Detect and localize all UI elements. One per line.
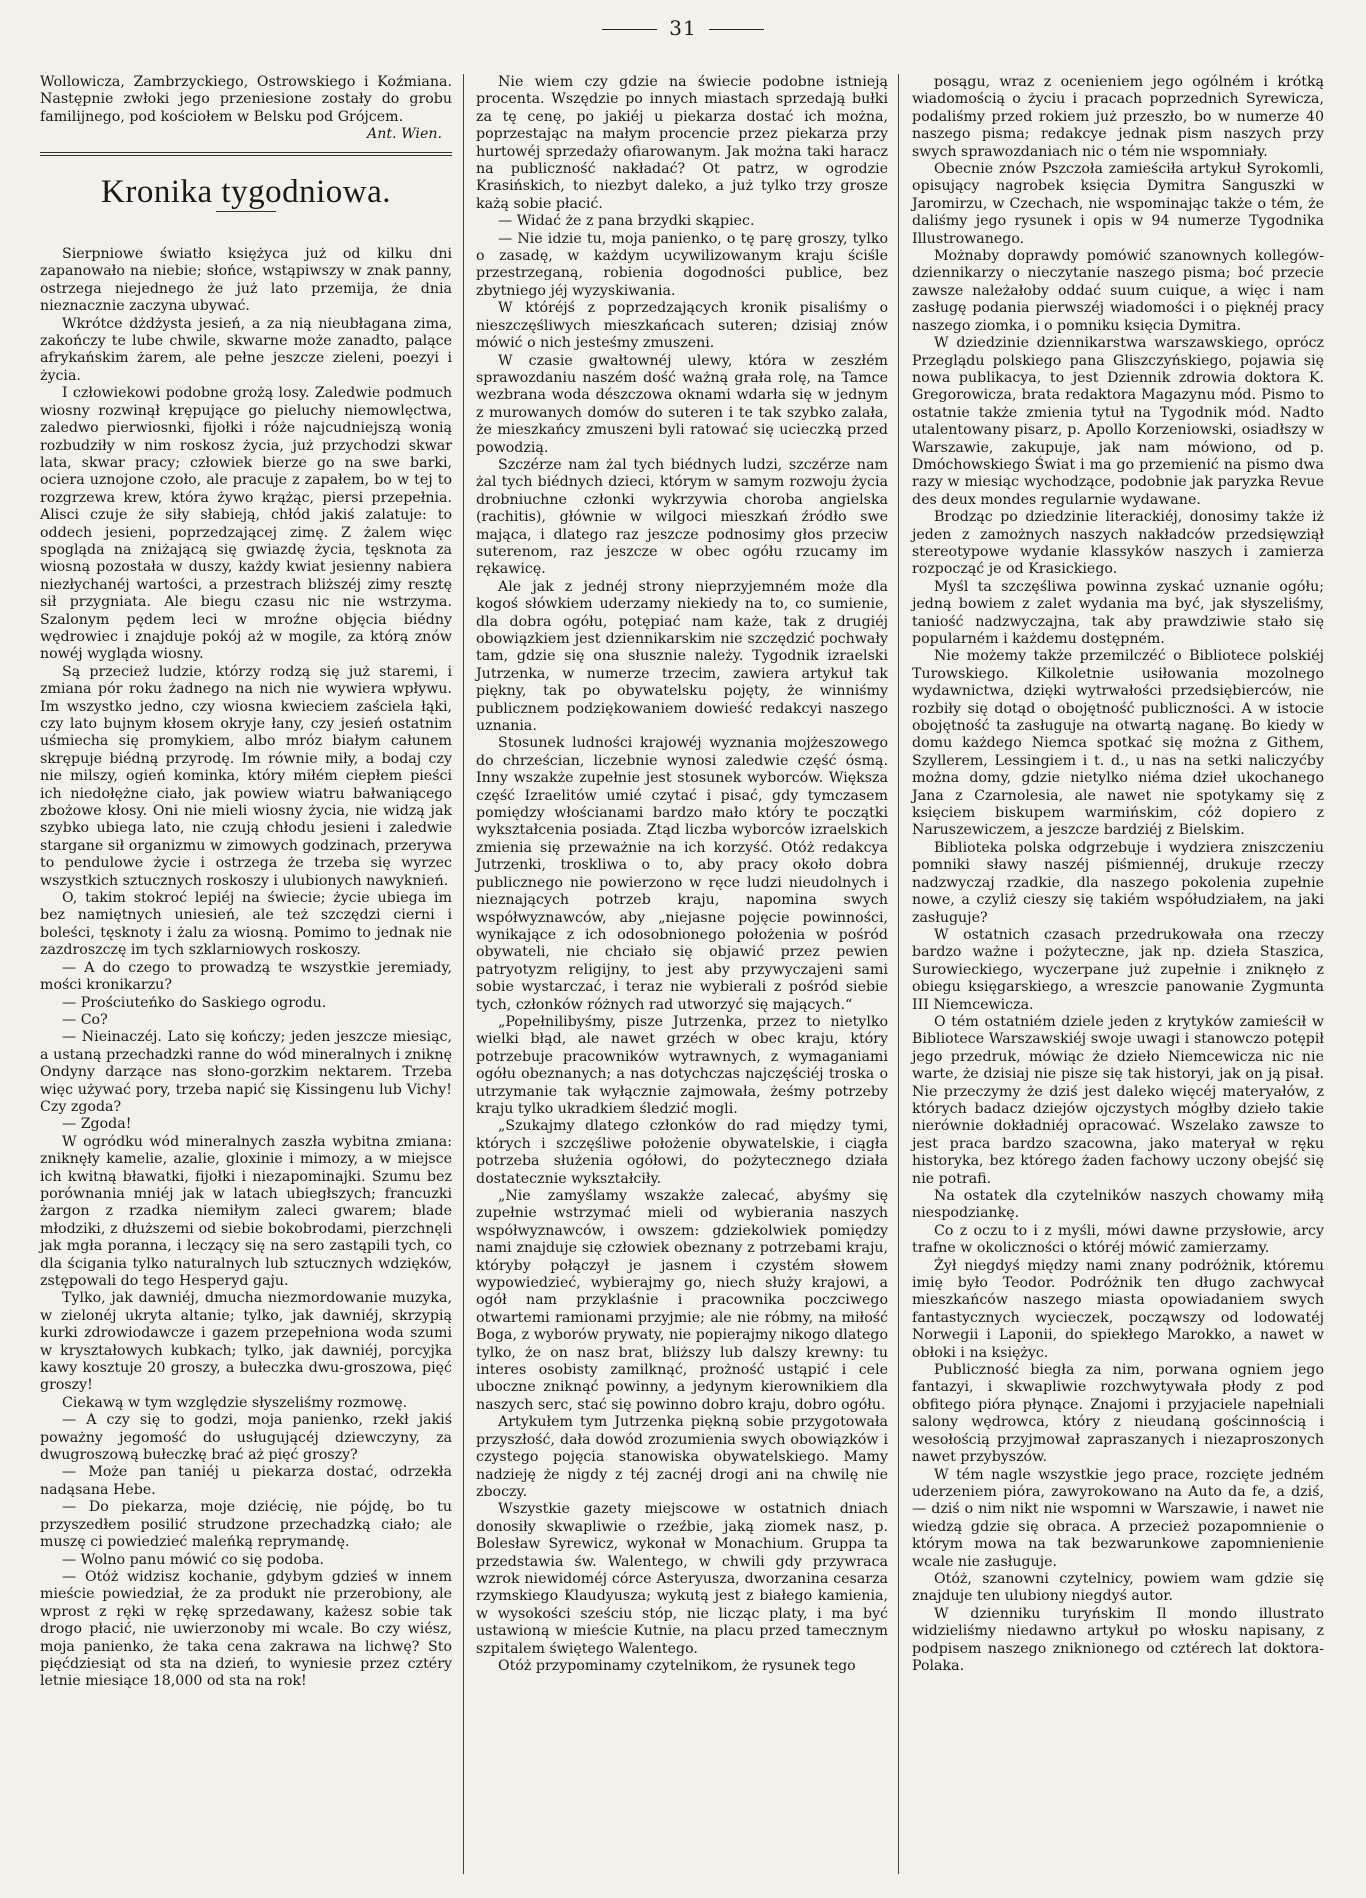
paragraph: „Nie zamyślamy wszakże zalecać, abyśmy się zupełnie wstrzymać mieli od wybierania naszych współwyznawców, i owszem: gdziekolwiek pomiędzy nami znajduje się człowiek obeznany z potrzebami kraju, któryby połączył je jasnem i czystém słowem wypowiedzieć, wybierajmy go, niech służy krajowi, a ogół nam przyklaśnie i pracownika poczciwego otwartemi ramionami przyjmie; ale nie róbmy, na miłość Boga, z wyborów prywaty, nie popierajmy nikogo dlatego tylko, że on nasz brat, bliższy lub dalszy krewny: tu interes osobisty zamilknąć, prożność ustąpić i cele uboczne zniknąć powinny, a jedynym kierownikiem dla naszych serc, stać się powinno dobro kraju, dobro ogółu. — [476, 1188, 888, 1413]
paragraph: Stosunek ludności krajowéj wyznania mojżeszowego do chrześcian, liczebnie wynosi zaledwie część ósmą. Inny wszakże zupełnie jest stosunek wyborców. Większa część Izraelitów umié czytać i pisać, gdy tymczasem pomiędzy włościanami bardzo mało który te początki wykształcenia posiada. Ztąd liczba wyborców izraelskich zmienia się przeważnie na ich korzyść. Otóż redakcya Jutrzenki, troskliwa o to, aby pracy około dobra publicznego nie powierzono w ręce ludzi nieudolnych i nieznających potrzeb kraju, napomina swych współwyznawców, aby „niejasne pojęcie powinności, wynikające z ich odosobnionego położenia w pośród obywateli, nie chciało się objawić przez pewien patryotyzm religijny, to jest aby przywyczajeni sami sobie wystarczać, i teraz nie wybierali z pośród siebie tych, członków różnych rad utworzyć się mających.“ — [476, 735, 888, 1013]
paragraph: — Może pan taniéj u piekarza dostać, odrzekła nadąsana Hebe. — [40, 1464, 452, 1498]
heading-rule — [216, 211, 276, 212]
paragraph: — Nie idzie tu, moja panienko, o tę parę groszy, tylko o zasadę, w każdym ucywilizowanym kraju ściśle przestrzeganą, robienia dogodności publice, bez zbytniego jéj wyzyskiwania. — [476, 230, 888, 299]
paragraph: posągu, wraz z ocenieniem jego ogólném i krótką wiadomością o życiu i pracach poprzednich Syrewicza, podaliśmy przed rokiem już przeszło, bo w numerze 40 naszego pisma; redakcye jednak pism naszych przy swych sprawozdaniach nic o tém nie wspomniały. — [912, 74, 1324, 160]
paragraph: I człowiekowi podobne grożą losy. Zaledwie podmuch wiosny rozwinął krępujące go pieluchy niemowlęctwa, zaledwo pierwiosnki, fijołki i róże najcudniejszą wonią rozbudziły w nim roskosz życia, już przychodzi skwar lata, skwar pracy; człowiek bierze go na swe barki, ociera uznojone czoło, ale pracuje z zapałem, bo w tej to rozgrzewa krew, która żywo krążąc, piersi przepełnia. Alisci czuje że siły słabieją, chłód jakiś zalatuje: to oddech jesieni, poprzedzającej zimę. Z żalem więc spogląda na zniżającą się gwiazdę życia, tęsknota za wiosną pozostała w duszy, każdy kwiat jesienny nabiera niezłychanéj wartości, a przestrach bliższéj zimy resztę sił przygniata. Ale biegu czasu nic nie wstrzyma. Szalonym pędem leci w mroźne objęcia biédny wędrowiec i znajduje pokój aż w mogile, za którą znów nowéj wygląda wiosny. — [40, 385, 452, 663]
column-rule-1 — [463, 74, 464, 1874]
paragraph: — A czy się to godzi, moja panienko, rzekł jakiś poważny jegomość do usługującéj dziewczyny, za dwugroszową bułeczkę brać aż pięć groszy? — [40, 1412, 452, 1464]
column-rule-2 — [898, 74, 899, 1874]
paragraph: W ogródku wód mineralnych zaszła wybitna zmiana: zniknęły kamelie, azalie, gloxinie i mimozy, a w miejsce ich kwitną bławatki, fijołki i niezapominajki. Szumu bez porównania mniéj jak w latach ubiegłszych; francuzki żargon z rzadka niemiłym zaleci gwarem; blade młodziki, z dłuższemi od siebie bokobrodami, pierzchnęli jak mgła poranna, i leczący się na sero zastąpili tych, co dla ścigania tylko naturalnych lub sztucznych wdzięków, zstępowali do tego Hesperyd gaju. — [40, 1133, 452, 1289]
paragraph: Otóż przypominamy czytelnikom, że rysunek tego — [498, 1657, 856, 1674]
col3-body — [912, 74, 1324, 1675]
paragraph: Tylko, jak dawniéj, dmucha niezmordowanie muzyka, w zielonéj ukryta altanie; tylko, jak dawniéj, skrzypią kurki zdrowiodawcze i gazem przepełniona woda szumi w kryształowych kubkach; tylko, jak dawniéj, porcyjka kawy kosztuje 20 groszy, a bułeczka dwu-groszowa, pięć groszy! — [40, 1290, 452, 1394]
column-3 — [912, 74, 1324, 1675]
paragraph: W ostatnich czasach przedrukowała ona rzeczy bardzo ważne i pożyteczne, jak np. dzieła Staszica, Surowieckiego, wyczerpane już zupełnie i zniknęło z obiegu księgarskiego, a wreszcie panowanie Zygmunta III Niemcewicza. — [912, 926, 1324, 1013]
paragraph: Są przecież ludzie, którzy rodzą się już staremi, i zmiana pór roku żadnego na nich nie wywiera wpływu. Im wszystko jedno, czy wiosna kwieciem zaściela łąki, czy lato bujnym kłosem okryje łany, czy jesień ostatnim uśmiecha się promykiem, albo mróz białym całunem skrępuje biédną przyrodę. Im równie miły, a bodaj czy nie milszy, ogień kominka, który miłém ciepłem pieści ich niedołężne ciało, jak powiew wiatru bałwaniącego zbożowe kłosy. Oni nie mieli wiosny życia, nie widzą jak szybko ubiega lato, nie czują chłodu jesieni i zaledwie stargane sił organizmu w zimowych godzinach, przerywa to pendulowe życie i ostrzega że trzeba się wyrzec wszystkich sztucznych roskoszy i ulubionych nawyknień. — [40, 663, 452, 889]
paragraph: Otóż, szanowni czytelnicy, powiem wam gdzie się znajduje ten ulubiony niegdyś autor. — [912, 1570, 1324, 1605]
paragraph: W dziedzinie dziennikarstwa warszawskiego, oprócz Przeglądu polskiego pana Gliszczyńskiego, pojawia się nowa publikacya, to jest Dziennik zdrowia doktora K. Gregorowicza, brata redaktora Magazynu mód. Pismo to ostatnie także zmienia tytuł na Tygodnik mód. Nadto utalentowany pisarz, p. Apollo Korzeniowski, osiadłszy w Warszawie, zakupuje, jak nam mówiono, od p. Dmóchowskiego Świat i ma go przemienić na pismo dwa razy w miesiąc wychodzące, podobnie jak paryzka Revue des deux mondes regularnie wydawane. — [912, 335, 1324, 508]
paragraph: Brodząc po dziedzinie literackiéj, donosimy także iż jeden z zamożnych naszych nakładców przedsięwziął stereotypowe wydanie klassyków naszych i zamierza rozpocząć je od Krasickiego. — [912, 509, 1324, 578]
author-signature: Ant. Wien. — [366, 126, 442, 143]
paragraph: Ciekawą w tym względzie słyszeliśmy rozmowę. — [62, 1394, 408, 1411]
paragraph: Nie wiem czy gdzie na świecie podobne istnieją procenta. Wszędzie po innych miastach sprzedają bułki za tę cenę, po jakiéj u piekarza dostać ich można, poprzestając na małym procencie przez piekarza przy hurtowéj sprzedaży ofiarowanym. Jak można taki haracz na publiczność nakładać? Ot patrz, w ogrodzie Krasińskich, to niezbyt daleko, a już tylko trzy grosze każą sobie płacić. — [476, 74, 888, 212]
section-heading: Kronika tygodniowa. — [101, 173, 391, 210]
col1-body — [40, 246, 452, 1691]
paragraph: — Do piekarza, moje dziécię, nie pójdę, bo tu przyszedłem posilić strudzone przechadzką ciało; ale muszę ci powiedzieć maleńką reprymandę. — [40, 1499, 452, 1551]
paragraph: W czasie gwałtownéj ulewy, która w zeszłém sprawozdaniu naszém dość ważną grała rolę, na Tamce wezbrana woda dészczowa oknami wdarła się w jednym z murowanych domów do suteren i te tak szybko zalała, że mieszkańcy zmuszeni byli ratować się ucieczką przed powodzią. — [476, 352, 888, 456]
paragraph: O, takim stokroć lepiéj na świecie; życie ubiega im bez namiętnych uniesień, ale też szczędzi cierni i boleści, tęsknoty i żalu za wiosną. Pomimo to jednak nie zazdroszczę im tych szklarniowych roskoszy. — [40, 890, 452, 959]
paragraph: „Popełnilibyśmy, pisze Jutrzenka, przez to nietylko wielki błąd, ale nawet grzéch w obec kraju, który potrzebuje pracowników wytrawnych, z wymaganiami ogółu obeznanych; a nas dotychczas najczęściéj troska o utrzymanie tak wyłącznie zajmowała, żeśmy potrzeby kraju tylko ukradkiem śledzić mogli. — [476, 1013, 888, 1117]
paragraph: Wszystkie gazety miejscowe w ostatnich dniach donosiły skwapliwie o rzeźbie, jaką ziomek nasz, p. Bolesław Syrewicz, wykonał w Monachium. Gruppa ta przedstawia św. Walentego, w chwili gdy przywraca wzrok niewidoméj córce Asteryusza, dworzanina cesarza rzymskiego Klaudyusza; wykutą jest z białego kamienia, w wysokości sześciu stóp, nie licząc platy, i ma być ustawioną w mieście Kutnie, na placu przed tamecznym szpitalem świętego Walentego. — [476, 1501, 888, 1657]
paragraph: Obecnie znów Pszczoła zamieściła artykuł Syrokomli, opisujący nagrobek księcia Dymitra Sanguszki w Jaromirzu, w Czechach, nie wspominając także o tém, że daliśmy jego rysunek i opis w 94 numerze Tygodnika Illustrowanego. — [912, 161, 1324, 247]
paragraph: Biblioteka polska odgrzebuje i wydziera zniszczeniu pomniki sławy naszéj piśmiennéj, drukuje rzeczy nadzwyczaj rzadkie, dla naszego pokolenia zupełnie nowe, a czyliż cieszy się takiém współudziałem, na jaki zasługuje? — [912, 839, 1324, 926]
paragraph: — Co? — [62, 1011, 108, 1028]
paragraph: Żył niegdyś między nami znany podróżnik, któremu imię było Teodor. Podróżnik ten długo zachwycał mieszkańców naszego miasta opowiadaniem swych fantastycznych wycieczek, począwszy od lodowatéj Norwegii i Laponii, do spiekłego Marokko, a nawet w obłoki i na księżyc. — [912, 1257, 1324, 1361]
paragraph: Sierpniowe światło księżyca już od kilku dni zapanowało na niebie; słońce, wstąpiwszy w znak panny, ostrzega niejednego że już lato przemija, że dnia nieznacznie zaczyna ubywać. — [40, 246, 452, 315]
paragraph: — Wolno panu mówić co się podoba. — [62, 1551, 325, 1568]
paragraph: Publiczność biegła za nim, porwana ogniem jego fantazyi, i skwapliwie rozchwytywała płody z pod obfitego pióra płynące. Znajomi i przyjaciele napełniali salony wędrowca, który z nieudaną gościnnością i wesołością przyjmował zapraszanych i niezaproszonych nawet przybyszów. — [912, 1362, 1324, 1466]
section-divider — [40, 152, 452, 156]
paragraph: Możnaby doprawdy pomówić szanownych kollegów-dziennikarzy o nieczytanie naszego pisma; boć przecie zawsze należałoby oddać suum cuique, a więc i nam zasługę podania pierwszéj wiadomości i o pięknéj pracy naszego ziomka, i o pomniku księcia Dymitra. — [912, 248, 1324, 334]
paragraph: — Zgoda! — [62, 1116, 132, 1133]
paragraph: — Nieinaczéj. Lato się kończy; jeden jeszcze miesiąc, a ustaną przechadzki ranne do wód mineralnych i zniknę Ondyny darzące nas słono-gorzkim nektarem. Trzeba więc używać pory, trzeba napić się Kissingenu lub Vichy! Czy zgoda? — [40, 1029, 452, 1115]
paragraph: Artykułem tym Jutrzenka piękną sobie przygotowała przyszłość, dała dowód zrozumienia swych obowiązków i czystego pojęcia stanowiska obywatelskiego. Mamy nadzieję że nigdy z téj zacnéj drogi ani na chwilę nie zboczy. — [476, 1414, 888, 1500]
paragraph: Ale jak z jednéj strony nieprzyjemném może dla kogoś słówkiem uderzamy niekiedy na to, co sumienie, dla dobra ogółu, potępiać nam każe, tak z drugiéj obowiązkiem jest dziennikarskim nie szczędzić pochwały tam, gdzie się ona słusznie należy. Tygodnik izraelski Jutrzenka, w numerze trzecim, zawiera artykuł tak piękny, tak po obywatelsku pojęty, że winniśmy publicznem podziękowaniem dowieść redakcyi naszego uznania. — [476, 578, 888, 735]
paragraph: Szczérze nam żal tych biédnych ludzi, szczérze nam żal tych biédnych dzieci, którym w samym rozwoju życia drobniuchne członki wykrzywia choroba angielska (rachitis), głównie w wilgoci mieszkań źródło swe mająca, i dlatego raz jeszcze podnosimy głos przeciw suterenom, raz jeszcze w obec ogółu rzucamy im rękawicę. — [476, 456, 888, 578]
paragraph: „Szukajmy dlatego członków do rad między tymi, których i szczęśliwe położenie obywatelskie, i ciągła potrzeba służenia ogółowi, do pożytecznego działa dostatecznie wykształciły. — [476, 1118, 888, 1187]
paragraph: O tém ostatniém dziele jeden z krytyków zamieścił w Bibliotece Warszawskiéj swoje uwagi i stanowczo potępił jego przedruk, mówiąc że dzieło Niemcewicza nic nie warte, że dzisiaj nie pisze się tak historyi, jak on ją pisał. Nie przeczymy że dziś jest daleko więcéj materyałów, z których badacz dziejów ojczystych mógłby dzieło takie nierównie dokładniéj opracować. Wszelako zawsze to jest praca bardzo szacowna, jako materyał w ręku historyka, bez którego żaden fachowy uczony obejść się nie potrafi. — [912, 1013, 1324, 1187]
paragraph: W dzienniku turyńskim Il mondo illustrato widzieliśmy niedawno artykuł po włosku napisany, z podpisem naszego zniknionego od cztérech lat doktora-Polaka. — [912, 1605, 1324, 1674]
folio-rule-right — [709, 29, 764, 30]
paragraph: Nie możemy także przemilczéć o Bibliotece polskiéj Turowskiego. Kilkoletnie usiłowania mozolnego wydawnictwa, dzięki wytrwałości przedsiębierców, nie rozbiły się dotąd o obojętność publiczności. A w istocie obojętność ta zasługuje na otwartą naganę. Bo kiedy w domu każdego Niemca spotkać się można z Githem, Szyllerem, Lessingiem i t. d., u nas na setki naliczyćby można domy, gdzie nietylko niéma dzieł ukochanego Jana z Czarnolesia, ale nawet nie spotykamy się z księciem biskupem warmińskim, cóż dopiero z Naruszewiczem, a jeszcze bardziéj z Bielskim. — [912, 648, 1324, 839]
column-1 — [40, 74, 452, 1691]
paragraph: — Widać że z pana brzydki skąpiec. — [498, 213, 755, 230]
paragraph: Na ostatek dla czytelników naszych chowamy miłą niespodziankę. — [912, 1188, 1324, 1222]
paragraph: — Prościuteńko do Saskiego ogrodu. — [62, 994, 327, 1011]
column-2 — [476, 74, 888, 1675]
paragraph: W tém nagle wszystkie jego prace, rozcięte jedném uderzeniem pióra, zawyrokowano na Auto da fe, a dziś, — dziś o nim nikt nie wspomni w Warszawie, i nawet nie wiedzą gdzie się obraca. A przecież pozapomnienie o którym mowa na tak bezwarunkowe zapomnienienie wcale nie zasługuje. — [912, 1466, 1324, 1570]
paragraph: Myśl ta szczęśliwa powinna zyskać uznanie ogółu; jedną bowiem z zalet wydania ma być, jak słyszeliśmy, taniość nadzwyczajna, tak aby prawdziwie stało się popularném i każdemu dostępném. — [912, 578, 1324, 647]
paragraph: Wkrótce dżdżysta jesień, a za nią nieubłagana zima, zakończy te lube chwile, skwarne może zanadto, palące afrykańskim żarem, ale pełne jeszcze zieleni, poezyi i życia. — [40, 315, 452, 384]
col2-body — [476, 74, 888, 1675]
paragraph: Co z oczu to i z myśli, mówi dawne przysłowie, arcy trafne w okoliczności o któréj mówić zamierzamy. — [912, 1222, 1324, 1257]
paragraph: — A do czego to prowadzą te wszystkie jeremiady, mości kronikarzu? — [40, 959, 452, 994]
folio-rule-left — [602, 29, 657, 30]
paragraph: — Otóż widzisz kochanie, gdybym gdzieś w innem mieście powiedział, że za produkt nie przerobiony, ale wprost z ręki w rękę sprzedawany, każesz sobie tak drogo płacić, nie uwierzonoby mi wcale. Bo czy wiész, moja panienko, że taka cena zakrawa na lichwę? Sto pięćdziesiąt od sta na dzień, to wyniesie przez cztéry letnie miesiące 18,000 od sta na rok! — [40, 1568, 452, 1690]
obituary-continuation: Wollowicza, Zambrzyckiego, Ostrowskiego i Koźmiana. Następnie zwłoki jego przeniesione zostały do grobu familijnego, pod kościołem w Belsku pod Grójcem. — [40, 74, 452, 125]
page-number-text: 31 — [669, 16, 697, 40]
page-number — [0, 16, 1366, 40]
paragraph: W któréjś z poprzedzających kronik pisaliśmy o nieszczęśliwych mieszkańcach suteren; dzisiaj znów mówić o nich jesteśmy zmuszeni. — [476, 300, 888, 352]
